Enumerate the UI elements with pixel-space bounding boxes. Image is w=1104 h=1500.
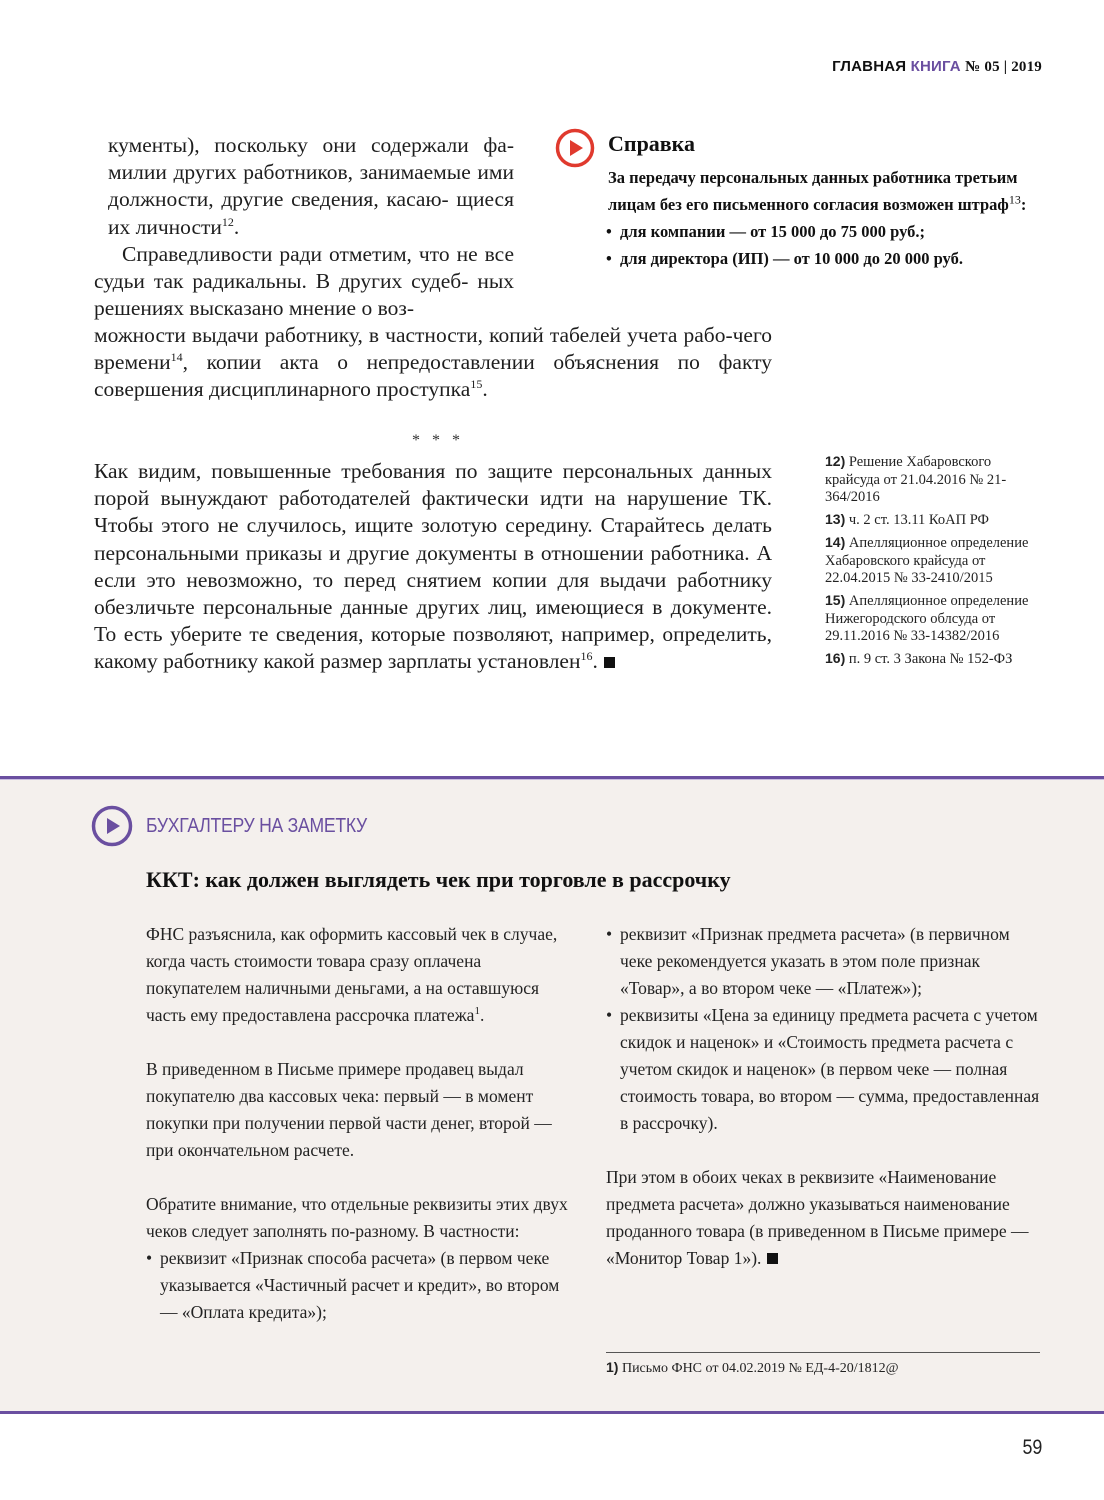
play-circle-icon (555, 128, 595, 168)
box-left-column (146, 921, 576, 1326)
requisites-list (146, 1245, 576, 1326)
paragraph: Справедливости ради отметим, что не все судьи так радикальны. В других судеб- ных решениях высказано мнение о воз- (94, 241, 515, 321)
requisites-list (606, 921, 1046, 1137)
play-circle-icon (91, 805, 133, 847)
note-body (608, 164, 1048, 272)
box-kicker: БУХГАЛТЕРУ НА ЗАМЕТКУ (146, 815, 367, 837)
paragraph: При этом в обоих чеках в реквизите «Наименование предмета расчета» должно указываться наименование проданного товара (в приведенном в Письме примере — «Монитор Товар 1»). (606, 1167, 1029, 1268)
list-item: • реквизит «Признак способа расчета» (в первом чеке указывается «Частичный расчет и кредит», во втором — «Оплата кредита»); (146, 1245, 576, 1326)
box-footnote: 1) Письмо ФНС от 04.02.2019 № ЕД-4-20/1812@ (606, 1359, 899, 1376)
footnote-ref[interactable]: 1 (474, 1005, 480, 1018)
footnote-ref[interactable]: 15 (470, 377, 483, 392)
list-item: • реквизиты «Цена за единицу предмета расчета с учетом скидок и наценок» и «Стоимость предмета расчета с учетом скидок и наценок» (в первом чеке — полная стоимость товара, во втором — сумма, предоставленная в рассрочку). (606, 1002, 1046, 1137)
footnote-ref[interactable]: 12 (221, 214, 234, 229)
paragraph: кументы), поскольку они содержали фа- милии других работников, занимаемые ими должности, другие сведения, касаю- щиеся их личности$^{12}$. (108, 133, 514, 239)
footnote-item: 13) ч. 2 ст. 13.11 КоАП РФ (825, 511, 989, 528)
end-mark-icon (767, 1253, 778, 1264)
footnote-item: 16) п. 9 ст. 3 Закона № 152-ФЗ (825, 650, 1013, 667)
page-number: 59 (1022, 1436, 1042, 1459)
box-right-column (606, 921, 1046, 1272)
brand-main: ГЛАВНАЯ (832, 58, 907, 75)
box-title: ККТ: как должен выглядеть чек при торговле в рассрочку (146, 867, 731, 892)
footnote-item: 15) Апелляционное определение Нижегородского облсуда от 29.11.2016 № 33-14382/2016 (825, 592, 1029, 644)
footnote-item: 12) Решение Хабаровского крайсуда от 21.04.2016 № 21-364/2016 (825, 453, 1007, 505)
footnote-ref[interactable]: 13 (1008, 192, 1021, 207)
footnotes (825, 453, 1040, 673)
footnote-divider (606, 1352, 1040, 1353)
note-title: Справка (608, 131, 696, 156)
paragraph: В приведенном в Письме примере продавец выдал покупателю два кассовых чека: первый — в момент покупки при получении первой части денег, второй — при окончательном расчете. (146, 1059, 552, 1160)
list-item: • для компании — от 15 000 до 75 000 руб.; (606, 218, 1048, 245)
note-list (608, 218, 1048, 272)
issue-number: № 05 | 2019 (965, 59, 1042, 75)
footnote-item: 14) Апелляционное определение Хабаровского крайсуда от 22.04.2015 № 33-2410/2015 (825, 534, 1029, 586)
brand-accent: КНИГА (910, 58, 961, 75)
article-narrow-column (94, 132, 515, 322)
article-conclusion: Как видим, повышенные требования по защите персональных данных порой вынуждают работодателей фактически идти на нарушение ТК. Чтобы этого не случилось, ищите золотую середину. Старайтесь делать персональными приказы и другие документы в отношении работника. А если это невозможно, то перед снятием копии для выдачи работнику обезличьте персональные данные других лиц, имеющиеся в документе. То есть уберите те сведения, которые позволяют, например, определить, какому работнику какой размер зарплаты установлен$^{16}$. (94, 459, 772, 674)
footnote-ref[interactable]: 16 (580, 649, 593, 664)
article-wide-paragraph: можности выдачи работнику, в частности, копий табелей учета рабо-чего времени$^{14}$, копии акта о непредоставлении объяснения по факту совершения дисциплинарного проступка$^{15}$. (94, 323, 772, 402)
footnote-ref[interactable]: 14 (170, 350, 183, 365)
list-item: • для директора (ИП) — от 10 000 до 20 000 руб. (606, 245, 1048, 272)
list-item: • реквизит «Признак предмета расчета» (в первичном чеке рекомендуется указать в этом поле признак «Товар», а во втором чеке — «Платеж»); (606, 921, 1046, 1002)
section-separator: * * * (412, 432, 464, 449)
note-intro: За передачу персональных данных работника третьим лицам без его письменного согласия возможен штраф$^{13}$: (608, 168, 1027, 214)
paragraph: Обратите внимание, что отдельные реквизиты этих двух чеков следует заполнять по-разному. В частности: (146, 1194, 568, 1241)
magazine-header (832, 58, 1042, 76)
paragraph: ФНС разъяснила, как оформить кассовый чек в случае, когда часть стоимости товара сразу оплачена покупателем наличными деньгами, а на оставшуюся часть ему предоставлена рассрочка платежа$^1$. (146, 924, 558, 1025)
end-mark-icon (604, 657, 615, 668)
accountant-note-box (0, 776, 1104, 1414)
